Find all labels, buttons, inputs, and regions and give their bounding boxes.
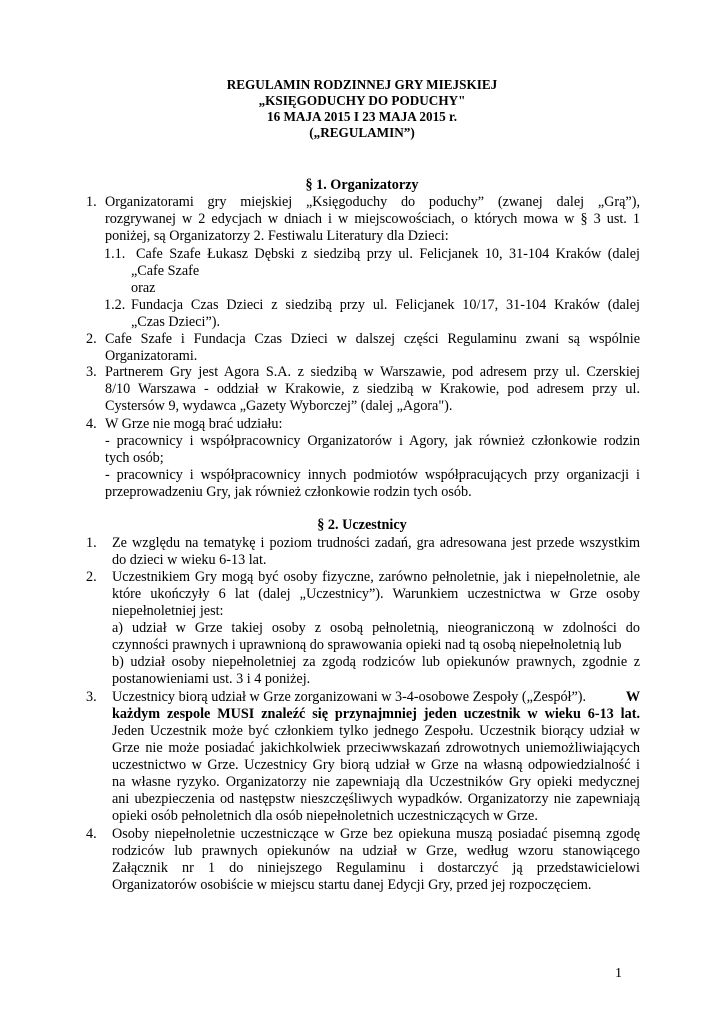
text-line: oraz xyxy=(131,280,156,296)
text-line: Cafe Szafe Łukasz Dębski z siedzibą przy ul. Felicjanek 10, 31-104 Kraków (dalej xyxy=(136,246,640,262)
text-line: „Czas Dzieci”). xyxy=(131,314,221,330)
text-line: Ze względu na tematykę i poziom trudności zadań, gra adresowana jest przede wszystkim xyxy=(112,535,640,551)
text-line: 8/10 Warszawa - oddział w Krakowie, z siedzibą w Krakowie, pod adresem przy ul. xyxy=(105,381,640,397)
section-1-heading: § 1. Organizatorzy xyxy=(305,177,419,193)
text-line: rodziców lub prawnych opiekunów na udział w Grze, według wzoru stanowiącego xyxy=(112,843,640,859)
text-line: postanowieniami ust. 3 i 4 poniżej. xyxy=(112,671,311,687)
text-line: Organizatorami gry miejskiej „Księgoduchy do poduchy” (zwanej dalej „Grą”), xyxy=(105,194,640,210)
item-number: 1. xyxy=(86,535,97,551)
text-line: do dzieci w wieku 6-13 lat. xyxy=(112,552,267,568)
text-line xyxy=(112,689,640,706)
text-line: b) udział osoby niepełnoletniej za zgodą rodziców lub opiekunów prawnych, zgodnie z xyxy=(112,654,640,670)
text-line: W Grze nie mogą brać udziału: xyxy=(105,416,283,432)
item-number: 4. xyxy=(86,826,97,842)
text-line: Cafe Szafe i Fundacja Czas Dzieci w dalszej części Regulaminu zwani są wspólnie xyxy=(105,331,640,347)
text-line: ani ubezpieczenia od następstw nieszczęśliwych wypadków. Organizatorzy nie zapewniają xyxy=(112,791,640,807)
text-line: które ukończyły 6 lat (dalej „Uczestnicy”). Warunkiem uczestnictwa w Grze osoby xyxy=(112,586,640,602)
text-line: opieki osób pełnoletnich dla osób niepełnoletnich uczestniczących w Grze. xyxy=(112,808,538,824)
item-number: 2. xyxy=(86,331,97,347)
item-number: 1.2. xyxy=(104,297,126,313)
text-line: poniżej, są Organizatorzy 2. Festiwalu Literatury dla Dzieci: xyxy=(105,228,449,244)
text-line: Załącznik nr 1 do niniejszego Regulaminu i dostarczyć ją przedstawicielowi xyxy=(112,860,640,876)
text-line: „Cafe Szafe xyxy=(131,263,200,279)
text-line: - pracownicy i współpracownicy Organizatorów i Agory, jak również członkowie rodzin xyxy=(105,433,640,449)
text-line: Jeden Uczestnik może być członkiem tylko jednego Zespołu. Uczestnik biorący udział w xyxy=(112,723,640,739)
text-line: Cystersów 9, wydawca „Gazety Wyborczej” (dalej „Agora"). xyxy=(105,398,453,414)
text-line: tych osób; xyxy=(105,450,164,466)
item-number: 3. xyxy=(86,689,97,705)
text-line: Osoby niepełnoletnie uczestniczące w Grze bez opiekuna muszą posiadać pisemną zgodę xyxy=(112,826,640,842)
title-line: REGULAMIN RODZINNEJ GRY MIEJSKIEJ xyxy=(226,77,498,92)
text-line: Partnerem Gry jest Agora S.A. z siedzibą w Warszawie, pod adresem przy ul. Czerskiej xyxy=(105,364,640,380)
item-number: 4. xyxy=(86,416,97,432)
item-number: 2. xyxy=(86,569,97,585)
text-line: na własne ryzyko. Organizatorzy nie zapewniają dla Uczestników Gry opieki medycznej xyxy=(112,774,640,790)
text-line: przeprowadzeniu Gry, jak również członkowie rodzin tych osób. xyxy=(105,484,472,500)
item-number: 1.1. xyxy=(104,246,126,262)
text-line: Grze nie może posiadać jakichkolwiek przeciwwskazań zdrowotnych uniemożliwiających xyxy=(112,740,640,756)
text-line: Organizatorami. xyxy=(105,348,198,364)
item-number: 1. xyxy=(86,194,97,210)
text-line: Organizatorów osobiście w miejscu startu danej Edycji Gry, przed jej rozpoczęciem. xyxy=(112,877,592,893)
text-run: Uczestnicy biorą udział w Grze zorganizowani w 3-4-osobowe Zespoły („Zespół”). xyxy=(112,689,587,705)
title-line: „KSIĘGODUCHY DO PODUCHY" xyxy=(258,93,466,108)
text-run-bold: W xyxy=(625,689,640,705)
item-number: 3. xyxy=(86,364,97,380)
text-line: Fundacja Czas Dzieci z siedzibą przy ul. Felicjanek 10/17, 31-104 Kraków (dalej xyxy=(131,297,640,313)
document-title xyxy=(0,77,724,141)
text-line: czynności prawnych i uprawnioną do sprawowania opieki nad tą osobą niepełnoletnią lub xyxy=(112,637,622,653)
text-line-bold: każdym zespole MUSI znaleźć się przynajmniej jeden uczestnik w wieku 6-13 lat. xyxy=(112,706,640,722)
text-line: a) udział w Grze takiej osoby z osobą pełnoletnią, nieograniczoną w zdolności do xyxy=(112,620,640,636)
text-line: rozgrywanej w 2 edycjach w dniach i w miejscowościach, o których mowa w § 3 ust. 1 xyxy=(105,211,640,227)
title-line: („REGULAMIN”) xyxy=(309,125,415,140)
text-line: Uczestnikiem Gry mogą być osoby fizyczne, zarówno pełnoletnie, jak i niepełnoletnie, ale xyxy=(112,569,640,585)
page-number: 1 xyxy=(615,966,622,981)
section-2-heading: § 2. Uczestnicy xyxy=(317,517,407,533)
text-line: - pracownicy i współpracownicy innych podmiotów współpracujących przy organizacji i xyxy=(105,467,640,483)
text-line: niepełnoletniej jest: xyxy=(112,603,224,619)
text-line: uczestnictwo w Grze. Uczestnicy Gry biorą udział w Grze na własną odpowiedzialność i xyxy=(112,757,640,773)
title-line: 16 MAJA 2015 I 23 MAJA 2015 r. xyxy=(267,109,457,124)
